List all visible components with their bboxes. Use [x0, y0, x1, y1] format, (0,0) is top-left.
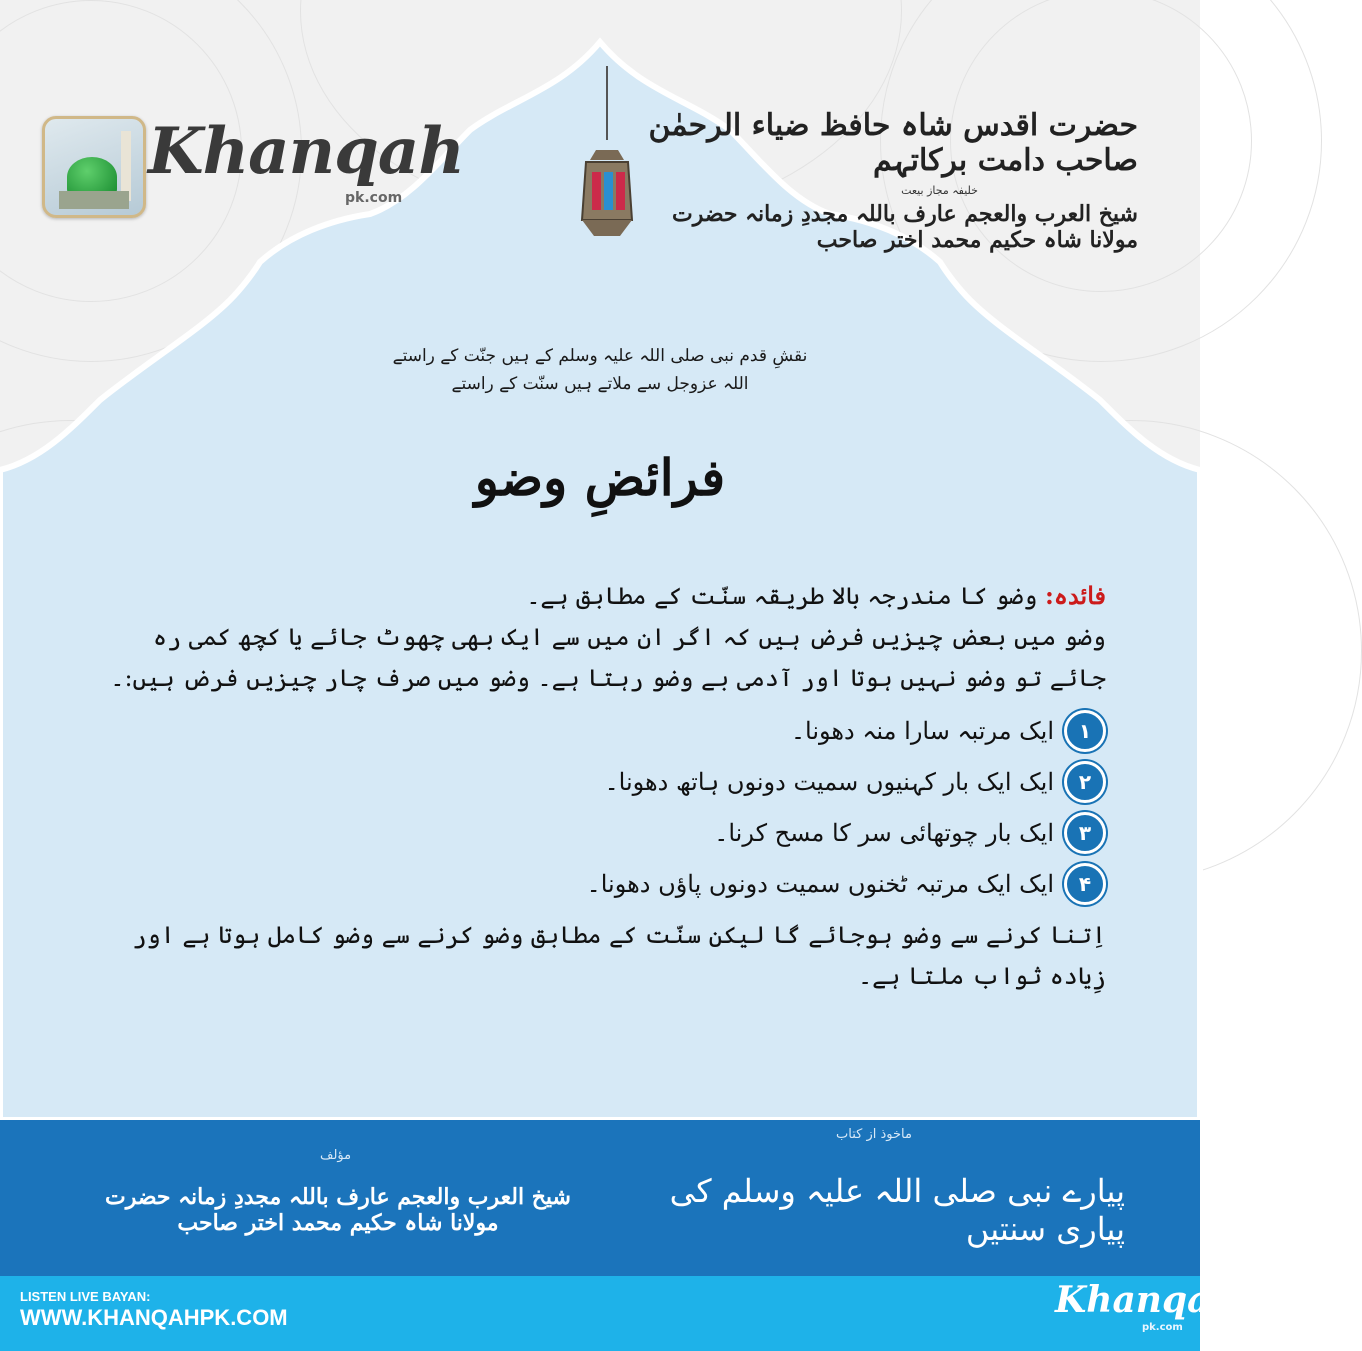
author-name: شیخ العرب والعجم عارف باللہ مجددِ زمانہ حضرت مولانا شاہ حکیم محمد اختر صاحب [104, 1184, 571, 1236]
number-badge: ۴ [1064, 863, 1106, 905]
list-item-text: ایک مرتبہ سارا منہ دھونا۔ [790, 716, 1054, 745]
list-item [96, 756, 1106, 807]
website-link[interactable]: WWW.KHANQAHPK.COM [20, 1305, 288, 1330]
list-item [96, 807, 1106, 858]
header-title-small: خلیفہ مجاز بیعت [901, 184, 978, 197]
list-item-text: ایک بار چوتھائی سر کا مسح کرنا۔ [714, 818, 1054, 847]
faida-line [96, 575, 1106, 617]
faida-text: وضو کا مندرجہ بالا طریقہ سنّت کے مطابق ہے۔ [526, 582, 1038, 610]
header-title-main: حضرت اقدس شاہ حافظ ضیاء الرحمٰن صاحب دامت برکاتہم [648, 108, 1138, 178]
source-book-title: پیارے نبی صلی اللہ علیہ وسلم کی پیاری سنتیں [669, 1172, 1125, 1248]
khanqah-logo[interactable] [30, 110, 464, 220]
couplet-line-2: اللہ عزوجل سے ملاتے ہیں سنّت کے راستے [451, 374, 749, 394]
couplet [385, 342, 815, 398]
green-dome-image [42, 116, 146, 218]
listen-label: LISTEN LIVE BAYAN: [20, 1289, 151, 1304]
list-item-text: ایک ایک بار کہنیوں سمیت دونوں ہاتھ دھونا۔ [604, 767, 1054, 796]
number-badge: ۲ [1064, 761, 1106, 803]
footer-logo-subtext: pk.com [1142, 1322, 1183, 1333]
header-title-block [618, 108, 1138, 253]
source-label: ماخوذ از کتاب [836, 1127, 912, 1142]
list-item [96, 705, 1106, 756]
couplet-line-1: نقشِ قدم نبی صلی اللہ علیہ وسلم کے ہیں جنّت کے راستے [392, 346, 808, 366]
content-body [96, 575, 1106, 1021]
logo-subtext: pk.com [345, 190, 403, 206]
number-badge: ۱ [1064, 710, 1106, 752]
number-badge: ۳ [1064, 812, 1106, 854]
page-heading: فرائضِ وضو [474, 448, 726, 507]
faraiz-list [96, 705, 1106, 909]
footer-logo[interactable]: Khanqah [1055, 1279, 1237, 1321]
author-label: مؤلف [320, 1148, 352, 1163]
list-item-text: ایک ایک مرتبہ ٹخنوں سمیت دونوں پاؤں دھونا۔ [586, 869, 1054, 898]
list-item [96, 858, 1106, 909]
faida-label: فائدہ: [1045, 581, 1106, 610]
logo-text: Khanqah [148, 114, 464, 189]
closing-paragraph: اِتنا کرنے سے وضو ہوجائے گا لیکن سنّت کے مطابق وضو کرنے سے وضو کامل ہوتا ہے اور زِیادہ ثواب ملتا ہے۔ [132, 921, 1106, 990]
header-title-line: شیخ العرب والعجم عارف باللہ مجددِ زمانہ حضرت مولانا شاہ حکیم محمد اختر صاحب [671, 201, 1138, 253]
intro-paragraph: وضو میں بعض چیزیں فرض ہیں کہ اگر ان میں سے ایک بھی چھوٹ جائے یا کچھ کمی رہ جائے تو وضو نہیں ہوتا اور آدمی بے وضو رہتا ہے۔ وضو میں صرف چار چیزیں فرض ہیں:۔ [110, 623, 1106, 692]
